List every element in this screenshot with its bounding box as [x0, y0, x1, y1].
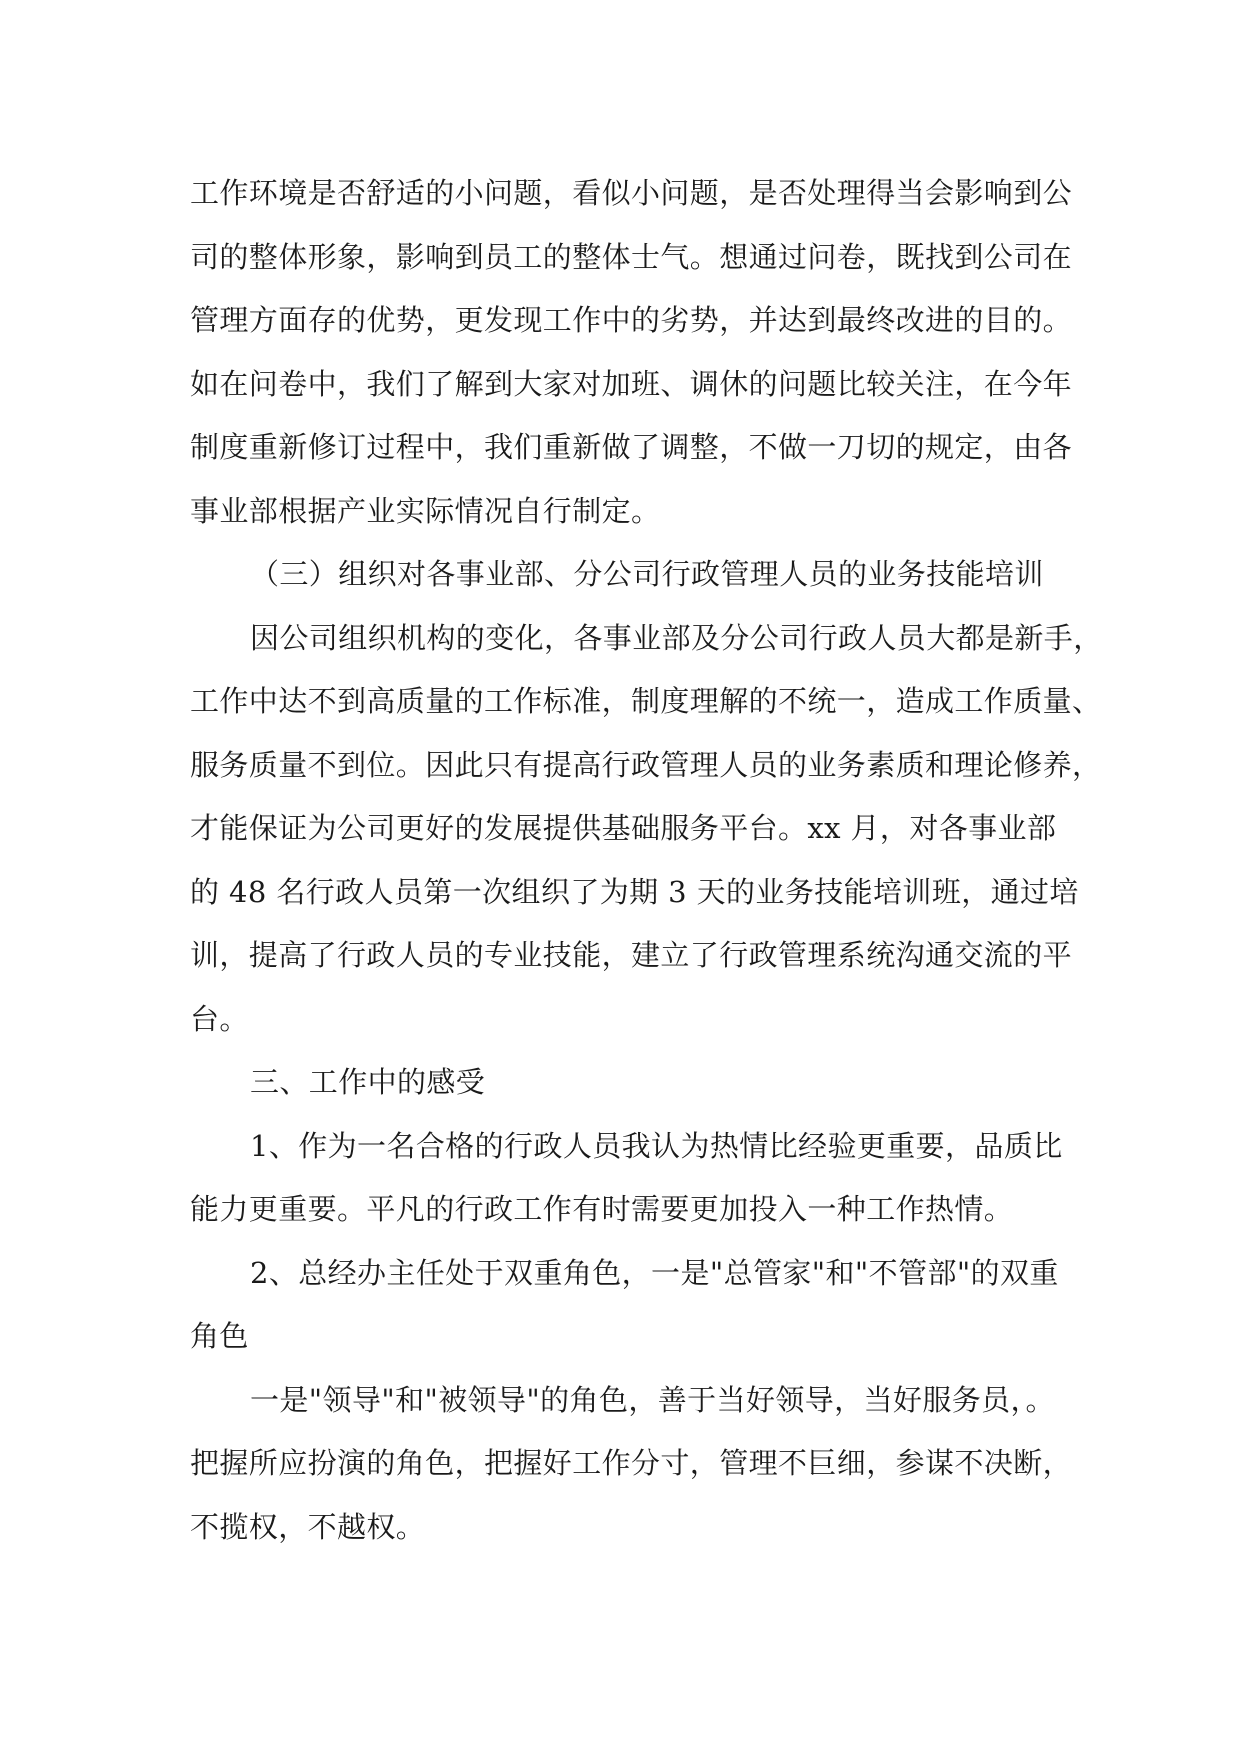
text-line: 不揽权，不越权。 — [190, 1509, 426, 1544]
text-line: 把握所应扮演的角色，把握好工作分寸，管理不巨细，参谋不决断， — [190, 1446, 1073, 1480]
text-line: 因公司组织机构的变化，各事业部及分公司行政人员大都是新手， — [250, 620, 1103, 655]
text-line: 工作环境是否舒适的小问题，看似小问题，是否处理得当会影响到公 — [190, 176, 1073, 210]
text-line: 制度重新修订过程中，我们重新做了调整，不做一刀切的规定，由各 — [190, 430, 1073, 464]
section-heading: 三、工作中的感受 — [250, 1065, 486, 1099]
text-line: 的 48 名行政人员第一次组织了为期 3 天的业务技能培训班，通过培 — [190, 874, 1079, 909]
text-line: 如在问卷中，我们了解到大家对加班、调休的问题比较关注，在今年 — [190, 366, 1073, 401]
text-line: 工作中达不到高质量的工作标准，制度理解的不统一，造成工作质量、 — [190, 684, 1102, 718]
text-line: 能力更重要。平凡的行政工作有时需要更加投入一种工作热情。 — [190, 1192, 1014, 1226]
text-line: 训，提高了行政人员的专业技能，建立了行政管理系统沟通交流的平 — [190, 938, 1073, 972]
text-line: 服务质量不到位。因此只有提高行政管理人员的业务素质和理论修养， — [190, 747, 1102, 782]
text-line: 司的整体形象，影响到员工的整体士气。想通过问卷，既找到公司在 — [190, 239, 1073, 274]
text-line: 台。 — [190, 1001, 249, 1036]
text-line: 一是"领导"和"被领导"的角色，善于当好领导，当好服务员，。 — [250, 1382, 1055, 1417]
text-line: 才能保证为公司更好的发展提供基础服务平台。xx 月，对各事业部 — [190, 811, 1057, 845]
document-body — [190, 162, 1103, 1559]
text-line: 角色 — [190, 1319, 249, 1353]
text-line: 1、作为一名合格的行政人员我认为热情比经验更重要，品质比 — [250, 1128, 1063, 1163]
text-line: 事业部根据产业实际情况自行制定。 — [190, 493, 661, 528]
text-line: 管理方面存的优势，更发现工作中的劣势，并达到最终改进的目的。 — [190, 303, 1073, 337]
text-line: 2、总经办主任处于双重角色，一是"总管家"和"不管部"的双重 — [250, 1255, 1059, 1290]
section-heading: （三）组织对各事业部、分公司行政管理人员的业务技能培训 — [250, 557, 1044, 591]
